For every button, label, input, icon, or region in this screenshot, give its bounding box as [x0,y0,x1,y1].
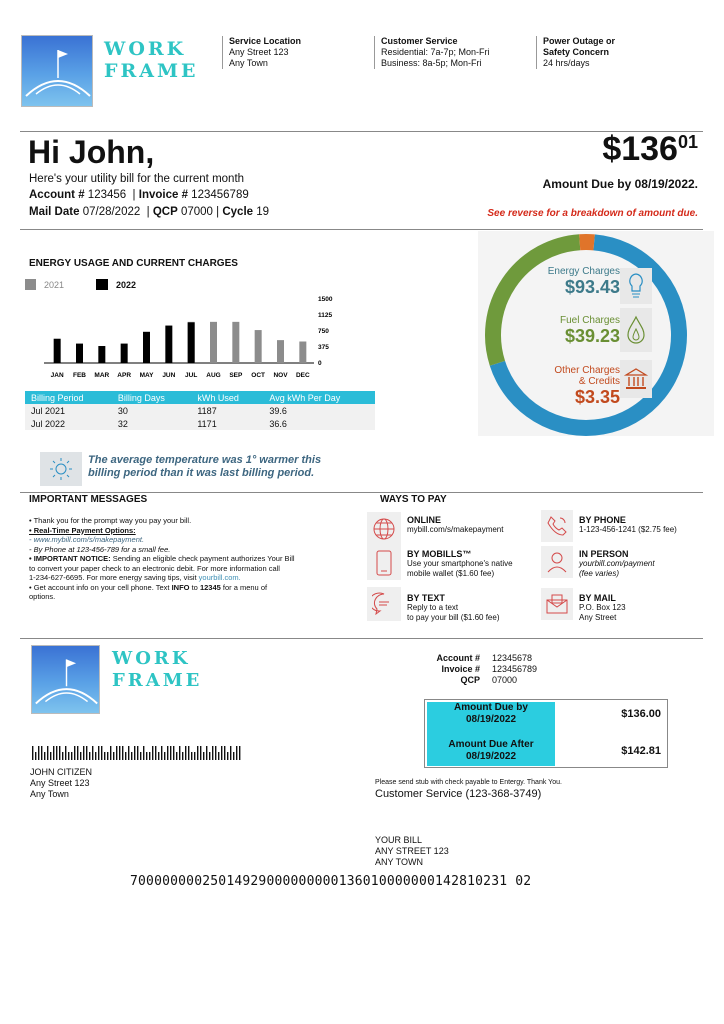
barcode-bar [179,746,180,760]
legend-label-2022: 2022 [116,279,137,290]
message-payment-link[interactable]: - www.mybill.com/s/makepayment. [29,535,145,544]
pay-online[interactable] [407,515,503,535]
barcode-bar [212,746,213,760]
sun-icon [40,452,82,486]
pay-mobile-title: BY MOBILLS™ [407,549,472,559]
stub-account-label: Account # [436,653,480,663]
usage-title: ENERGY USAGE AND CURRENT CHARGES [29,258,238,269]
barcode-bar [176,752,177,760]
bar-2022-may [143,332,150,363]
x-tick-label: JAN [50,372,64,379]
service-location-line1: Any Street 123 [229,47,289,57]
y-tick-label: 0 [318,360,322,367]
barcode-bar [77,746,78,760]
person-icon [541,546,573,578]
legend-swatch-2022 [96,279,108,290]
fuel-value: $39.23 [564,326,620,346]
barcode-bar [185,746,186,760]
outage-line1: 24 hrs/days [543,58,590,68]
barcode-bar [68,752,69,760]
text-info-c: for a menu of [220,582,268,592]
pay-text-title: BY TEXT [407,593,445,603]
legend-2022 [96,279,136,290]
barcode-bar [203,752,204,760]
invoice-number: 123456789 [191,189,249,201]
barcode-bar [131,752,132,760]
message-text-info [29,583,359,593]
customer-service-title: Customer Service [381,36,458,46]
notice-label: • IMPORTANT NOTICE: [29,554,111,563]
barcode-bar [167,746,168,760]
logo-image [21,35,93,107]
barcode-bar [197,746,198,760]
stub-after-label-1: Amount Due After [448,739,534,750]
barcode-bar [62,752,63,760]
y-tick-label: 750 [318,328,329,335]
bar-2021-aug [210,322,217,363]
pay-text-line1: Reply to a text [407,603,459,612]
remit-line-1: YOUR BILL [375,835,423,845]
pay-mail-title: BY MAIL [579,593,616,603]
x-tick-label: JUN [162,372,176,379]
other-label-1: Other Charges [554,365,620,376]
x-tick-label: SEP [229,372,243,379]
divider [20,229,703,230]
table-cell: 1171 [191,417,263,430]
barcode-bar [104,752,105,760]
table-row [25,417,375,430]
pay-in-person[interactable] [579,549,655,579]
usage-bar-chart [28,292,358,384]
invoice-label: Invoice # [138,189,188,201]
barcode-bar [230,746,231,760]
barcode-bar [71,752,72,760]
barcode-bar [221,746,222,760]
pay-by-mail[interactable] [579,593,626,623]
postal-barcode [32,746,244,760]
stub-qcp-label: QCP [460,675,480,685]
barcode-bar [158,752,159,760]
divider [20,131,703,132]
pay-phone[interactable] [579,515,677,535]
barcode-bar [218,752,219,760]
bar-2022-mar [98,346,105,363]
legend-swatch-2021 [25,279,36,290]
globe-icon [367,512,401,546]
stub-amount-box [424,699,668,768]
pay-online-title: ONLINE [407,515,442,525]
logo-line-1: WORK [104,38,187,60]
qcp-label: QCP [152,206,178,218]
account-line: Account # 123456 | Invoice # 123456789 [29,189,249,201]
bar-2022-jun [165,326,172,363]
legend-2021 [25,279,64,290]
barcode-bar [149,752,150,760]
x-tick-label: DEC [295,372,310,379]
logo-line-2: FRAME [104,60,199,82]
x-tick-label: FEB [73,372,86,379]
pay-phone-title: BY PHONE [579,515,626,525]
pay-person-title: IN PERSON [579,549,629,559]
bar-2021-nov [277,340,284,363]
x-tick-label: JUL [185,372,198,379]
barcode-bar [233,752,234,760]
barcode-bar [35,752,36,760]
customer-service-line1: Residential: 7a-7p; Mon-Fri [381,47,490,57]
bar-2022-jan [54,339,61,363]
stub-after-value: $142.81 [621,745,661,757]
barcode-bar [194,752,195,760]
message-notice [29,554,359,564]
energy-label: Energy Charges [547,266,620,277]
message-payment-options: • Real-Time Payment Options: [29,525,136,535]
x-tick-label: MAY [139,372,154,379]
fuel-label: Fuel Charges [559,315,620,326]
table-cell: 36.6 [263,417,375,430]
message-payment-phone: - By Phone at 123-456-789 for a small fee. [29,544,171,554]
barcode-bar [122,746,123,760]
table-cell: 1187 [191,404,263,417]
barcode-bar [65,746,66,760]
barcode-bar [125,752,126,760]
stub-due-label-2: 08/19/2022 [465,714,517,725]
stub-due-label-text [427,702,555,726]
barcode-bar [53,746,54,760]
pay-text-line2: to pay your bill ($1.60 fee) [407,613,500,622]
pay-mail-line2: Any Street [579,613,617,622]
send-note: Please send stub with check payable to Entergy. Thank You. [375,779,562,786]
service-location [222,36,362,69]
barcode-bar [107,752,108,760]
pay-phone-number: 1-123-456-1241 ($2.75 fee) [579,525,677,534]
other-value: $3.35 [574,387,620,407]
col-billing-days: Billing Days [112,391,191,404]
outage-title-1: Power Outage or [543,36,616,46]
barcode-bar [110,746,111,760]
text-info-number: 12345 [199,582,221,592]
pay-online-url[interactable]: mybill.com/s/makepayment [407,525,504,534]
notice-text: Sending an eligible check payment authorizes Your Bill [110,554,295,563]
service-location-title: Service Location [229,36,302,46]
barcode-bar [206,746,207,760]
barcode-bar [80,752,81,760]
barcode-bar [170,746,171,760]
other-charges [530,365,620,408]
barcode-bar [98,746,99,760]
ways-title: WAYS TO PAY [380,494,447,505]
barcode-bar [89,752,90,760]
barcode-bar [119,746,120,760]
stub-account: 12345678 [492,653,533,663]
customer-address [30,767,92,800]
stub-after-label-2: 08/19/2022 [465,751,517,762]
barcode-bar [74,746,75,760]
logo-text [104,38,199,82]
bar-2022-apr [121,344,128,363]
remit-line-2: ANY STREET 123 [375,846,449,856]
temperature-note [88,454,321,480]
pay-mobile-line2: mobile wallet ($1.60 fee) [407,569,495,578]
temperature-line2: billing period than it was last billing period. [88,467,315,479]
stub-invoice-label: Invoice # [441,664,480,674]
barcode-bar [116,746,117,760]
bulb-icon [620,268,652,304]
barcode-bar [32,746,33,760]
barcode-bar [173,746,174,760]
barcode-bar [227,752,228,760]
customer-service-line2: Business: 8a-5p; Mon-Fri [381,58,482,68]
outage-title-2: Safety Concern [543,47,610,57]
x-tick-label: OCT [251,372,266,379]
barcode-bar [200,746,201,760]
notice-line2: to convert your paper check to an electronic debit. For more information call [29,563,280,573]
amount-cents: 01 [677,132,698,152]
legend-label-2021: 2021 [44,279,65,290]
amount-due-label: Amount Due by 08/19/2022. [542,177,698,191]
customer-service [374,36,524,69]
barcode-bar [188,746,189,760]
barcode-bar [92,746,93,760]
mail-line: Mail Date 07/28/2022 | QCP 07000 | Cycle 19 [29,206,270,218]
text-info-line2: options. [29,592,56,601]
account-number: 123456 [87,189,127,201]
usage-table [25,391,375,430]
barcode-bar [143,746,144,760]
barcode-bar [95,752,96,760]
barcode-bar [56,746,57,760]
col-avg-kwh: Avg kWh Per Day [263,391,375,404]
bank-icon [620,360,652,398]
remit-address [375,835,449,868]
bar-2021-oct [255,330,262,363]
smartphone-icon [367,546,401,580]
qcp-value: 07000 [180,206,213,218]
barcode-bar [86,746,87,760]
barcode-bar [50,752,51,760]
pay-mail-line1: P.O. Box 123 [579,603,626,612]
bar-2022-feb [76,344,83,363]
table-row [25,404,375,417]
stub-logo-text [112,648,202,692]
barcode-bar [146,752,147,760]
divider [20,638,703,639]
stub-invoice: 123456789 [492,664,538,674]
bar-2022-jul [188,322,195,363]
text-info-a: • Get account info on your cell phone. Text [29,582,172,592]
barcode-bar [38,746,39,760]
phone-icon [541,510,573,542]
y-tick-label: 1500 [318,296,333,303]
temperature-line1: The average temperature was 1° warmer this [88,454,322,466]
x-tick-label: MAR [94,372,110,379]
stub-due-value: $136.00 [621,708,661,720]
pay-text[interactable] [407,593,500,623]
barcode-bar [140,752,141,760]
divider [20,492,703,493]
barcode-bar [44,752,45,760]
barcode-bar [155,746,156,760]
fuel-charges [530,315,620,347]
barcode-bar [161,746,162,760]
energy-charges [530,266,620,298]
reverse-note: See reverse for a breakdown of amount due. [487,208,698,219]
barcode-bar [164,752,165,760]
barcode-bar [101,746,102,760]
pay-mobile[interactable] [407,549,513,579]
customer-name: JOHN CITIZEN [30,767,92,777]
remit-line-3: ANY TOWN [375,857,424,867]
barcode-bar [215,746,216,760]
barcode-bar [236,746,237,760]
text-info-b: to [189,582,200,592]
cycle-label: Cycle [222,206,254,218]
customer-address-2: Any Town [30,789,69,799]
customer-address-1: Any Street 123 [30,778,90,788]
barcode-bar [239,746,240,760]
bar-2021-sep [232,322,239,363]
barcode-bar [47,746,48,760]
barcode-bar [83,746,84,760]
stub-after-label-text [427,739,555,763]
barcode-bar [128,746,129,760]
energy-value: $93.43 [564,277,620,297]
service-location-line2: Any Town [229,58,268,68]
x-tick-label: AUG [206,372,221,379]
text-info-keyword: INFO [171,582,190,592]
barcode-bar [137,746,138,760]
flame-icon [620,308,652,352]
col-kwh-used: kWh Used [191,391,263,404]
pay-person-url[interactable]: yourbill.com/payment [579,559,655,568]
amount-due-big [602,130,698,169]
mail-date: 07/28/2022 [82,206,141,218]
barcode-bar [134,746,135,760]
greeting-subtitle: Here's your utility bill for the current month [29,173,245,185]
barcode-bar [182,752,183,760]
barcode-bar [41,746,42,760]
y-tick-label: 1125 [318,312,333,319]
stub-ids [418,653,537,686]
table-cell: Jul 2022 [25,417,112,430]
bar-2021-dec [299,342,306,363]
barcode-bar [59,746,60,760]
notice-line3 [29,573,359,583]
barcode-bar [152,746,153,760]
barcode-bar [224,746,225,760]
table-cell: 32 [112,417,191,430]
barcode-bar [113,752,114,760]
pay-person-fee: (fee varies) [579,569,620,578]
account-label: Account # [29,189,85,201]
table-cell: 39.6 [263,404,375,417]
stub-logo-image [31,645,100,714]
messages-title: IMPORTANT MESSAGES [29,494,148,505]
greeting-title: Hi John, [28,134,155,170]
barcode-bar [209,752,210,760]
other-label-2: & Credits [578,376,620,387]
table-cell: 30 [112,404,191,417]
amount-dollars: $136 [602,130,678,168]
y-tick-label: 375 [318,344,329,351]
cycle-value: 19 [256,206,270,218]
customer-service-line: Customer Service (123-368-3749) [375,788,542,800]
stub-due-label-1: Amount Due by [454,702,528,713]
stub-qcp: 07000 [492,675,518,685]
stub-logo-line-1: WORK [112,648,191,669]
stub-logo-line-2: FRAME [112,670,203,691]
notice-line3-text: 1-234-627-6695. For more energy saving tips, visit [29,573,199,582]
messages-body [29,516,359,602]
outage-info [536,36,686,69]
barcode-bar [191,752,192,760]
chat-icon [367,587,401,621]
notice-link[interactable]: yourbill.com. [198,573,241,582]
col-billing-period: Billing Period [25,391,112,404]
x-tick-label: APR [117,372,132,379]
table-cell: Jul 2021 [25,404,112,417]
mail-icon [541,588,573,620]
mail-date-label: Mail Date [29,206,80,218]
pay-mobile-line1: Use your smartphone's native [407,559,513,568]
scan-line: 70000000025014929000000000136010000000142810231 02 [130,874,532,889]
message-thank-you: • Thank you for the prompt way you pay your bill. [29,516,192,525]
x-tick-label: NOV [273,372,288,379]
